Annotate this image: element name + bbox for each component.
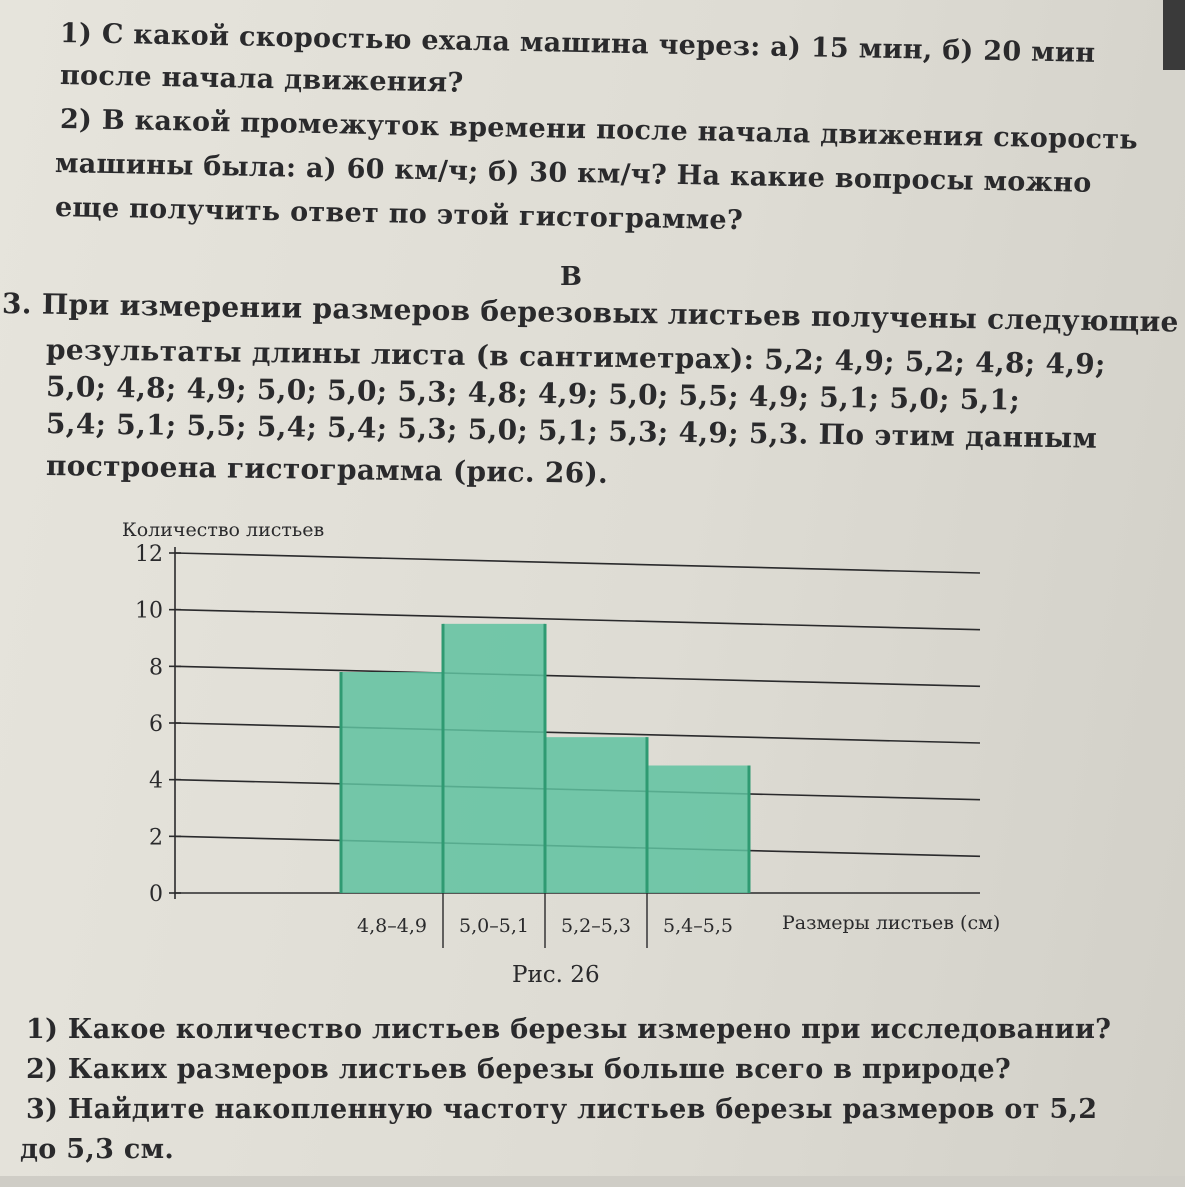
question-line-3: 3) Найдите накопленную частоту листьев березы размеров от 5,2 xyxy=(26,1094,1098,1125)
intro-line-2: после начала движения? xyxy=(59,60,464,99)
gridline-12 xyxy=(175,553,980,573)
problem-line-5: построена гистограмма (рис. 26). xyxy=(45,449,609,490)
x-tick-label-1: 4,8–4,9 xyxy=(357,915,427,937)
bar-1 xyxy=(341,672,443,893)
question-line-2: 2) Каких размеров листьев березы больше всего в природе? xyxy=(26,1054,1011,1085)
question-line-4: до 5,3 см. xyxy=(20,1134,175,1165)
x-axis-label: Размеры листьев (см) xyxy=(782,912,1001,934)
intro-line-3: 2) В какой промежуток времени после начала движения скорость xyxy=(59,104,1139,156)
gridline-10 xyxy=(175,610,980,630)
question-line-1: 1) Какое количество листьев березы измерено при исследовании? xyxy=(26,1014,1112,1045)
intro-line-4: машины была: а) 60 км/ч; б) 30 км/ч? На какие вопросы можно xyxy=(54,148,1092,199)
next-line-fragment xyxy=(0,1176,1185,1187)
y-tick-label: 10 xyxy=(135,598,163,624)
intro-line-1: 1) С какой скоростью ехала машина через: а) 15 мин, б) 20 мин xyxy=(59,18,1096,69)
figure-caption: Рис. 26 xyxy=(512,962,600,988)
problem-line-2: результаты длины листа (в сантиметрах): 5,2; 4,9; 5,2; 4,8; 4,9; xyxy=(45,333,1106,381)
intro-line-5: еще получить ответ по этой гистограмме? xyxy=(54,192,744,237)
problem-line-1: 3. При измерении размеров березовых листьев получены следующие xyxy=(1,287,1179,339)
bar-2 xyxy=(443,624,545,893)
x-tick-label-4: 5,4–5,5 xyxy=(663,915,733,937)
y-tick-label: 6 xyxy=(149,712,163,737)
y-tick-label: 12 xyxy=(135,542,163,567)
x-tick-label-2: 5,0–5,1 xyxy=(459,915,529,937)
y-axis-label: Количество листьев xyxy=(122,519,325,541)
bars xyxy=(341,624,749,893)
bar-3 xyxy=(545,737,647,893)
x-tick-label-3: 5,2–5,3 xyxy=(561,915,631,937)
bar-4 xyxy=(647,766,749,894)
gridline-8 xyxy=(175,666,980,686)
y-tick-label: 2 xyxy=(149,825,163,851)
problem-line-3: 5,0; 4,8; 4,9; 5,0; 5,0; 5,3; 4,8; 4,9; 5,0; 5,5; 4,9; 5,1; 5,0; 5,1; xyxy=(45,370,1021,417)
y-tick-label: 4 xyxy=(149,768,163,794)
problem-line-4: 5,4; 5,1; 5,5; 5,4; 5,4; 5,3; 5,0; 5,1; 5,3; 4,9; 5,3. По этим данным xyxy=(45,407,1098,455)
y-tick-label: 8 xyxy=(149,655,163,681)
y-tick-label: 0 xyxy=(149,882,163,907)
section-letter: В xyxy=(560,262,582,292)
